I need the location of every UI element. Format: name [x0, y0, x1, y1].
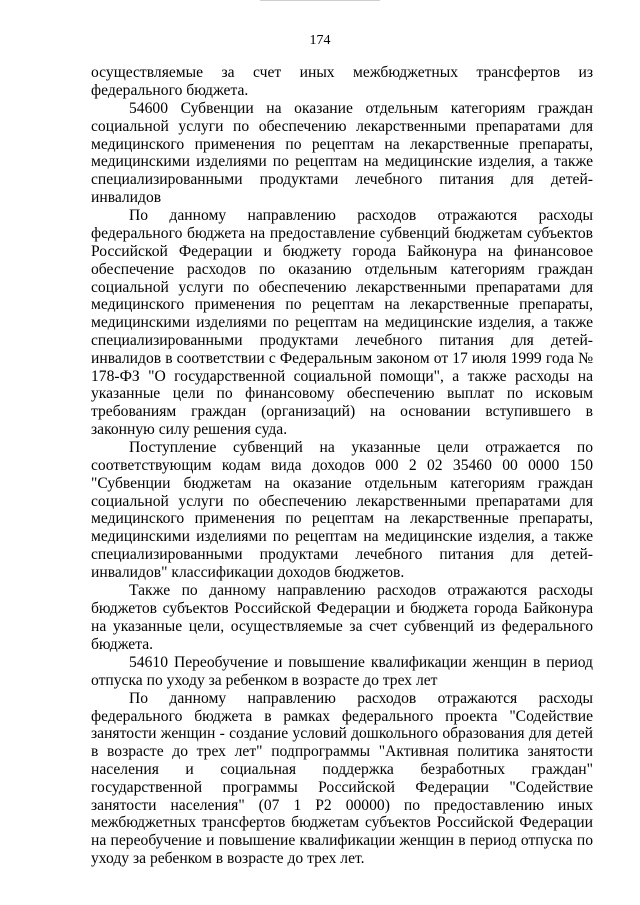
paragraph-54600-expenses: По данному направлению расходов отражаются расходы федерального бюджета на предоставление субвенций бюджетам субъектов Российской Федерации и бюджету города Байконура на финансовое обеспечение расходов по оказанию отдельным категориям граждан социальной услуги по обеспечению лекарственными препаратами для медицинского применения по рецептам на лекарственные препараты, медицинскими изделиями по рецептам на медицинские изделия, а также специализированными продуктами лечебного питания для детей-инвалидов в соответствии с Федеральным законом от 17 июля 1999 года № 178-ФЗ "О государственной социальной помощи", а также расходы на указанные цели по финансовому обеспечению выплат по исковым требованиям граждан (организаций) на основании вступившего в законную силу решения суда. [91, 207, 593, 438]
paragraph-54600-revenue: Поступление субвенций на указанные цели отражается по соответствующим кодам вида доходов 000 2 02 35460 00 0000 150 "Субвенции бюджетам на оказание отдельным категориям граждан социальной услуги по обеспечению лекарственными препаратами для медицинского применения по рецептам на лекарственные препараты, медицинскими изделиями по рецептам на медицинские изделия, а также специализированными продуктами лечебного питания для детей-инвалидов" классификации доходов бюджетов. [91, 439, 593, 581]
document-body [91, 64, 593, 868]
paragraph-54600-regional: Также по данному направлению расходов отражаются расходы бюджетов субъектов Российской Федерации и бюджета города Байконура на указанные цели, осуществляемые за счет субвенций из федерального бюджета. [91, 582, 593, 653]
scan-edge-line [260, 0, 380, 1]
section-heading-54610: 54610 Переобучение и повышение квалификации женщин в период отпуска по уходу за ребенком в возрасте до трех лет [91, 653, 593, 689]
paragraph-continuation: осуществляемые за счет иных межбюджетных трансфертов из федерального бюджета. [91, 64, 593, 99]
page-number: 174 [309, 33, 331, 48]
section-heading-54600: 54600 Субвенции на оказание отдельным категориям граждан социальной услуги по обеспечению лекарственными препаратами для медицинского применения по рецептам на лекарственные препараты, медицинскими изделиями по рецептам на медицинские изделия, а также специализированными продуктами лечебного питания для детей-инвалидов [91, 100, 593, 207]
paragraph-54610-expenses: По данному направлению расходов отражаются расходы федерального бюджета в рамках федерального проекта "Содействие занятости женщин - создание условий дошкольного образования для детей в возрасте до трех лет" подпрограммы "Активная политика занятости населения и социальная поддержка безработных граждан" государственной программы Российской Федерации "Содействие занятости населения" (07 1 Р2 00000) по предоставлению иных межбюджетных трансфертов бюджетам субъектов Российской Федерации на переобучение и повышение квалификации женщин в период отпуска по уходу за ребенком в возрасте до трех лет. [91, 689, 593, 868]
